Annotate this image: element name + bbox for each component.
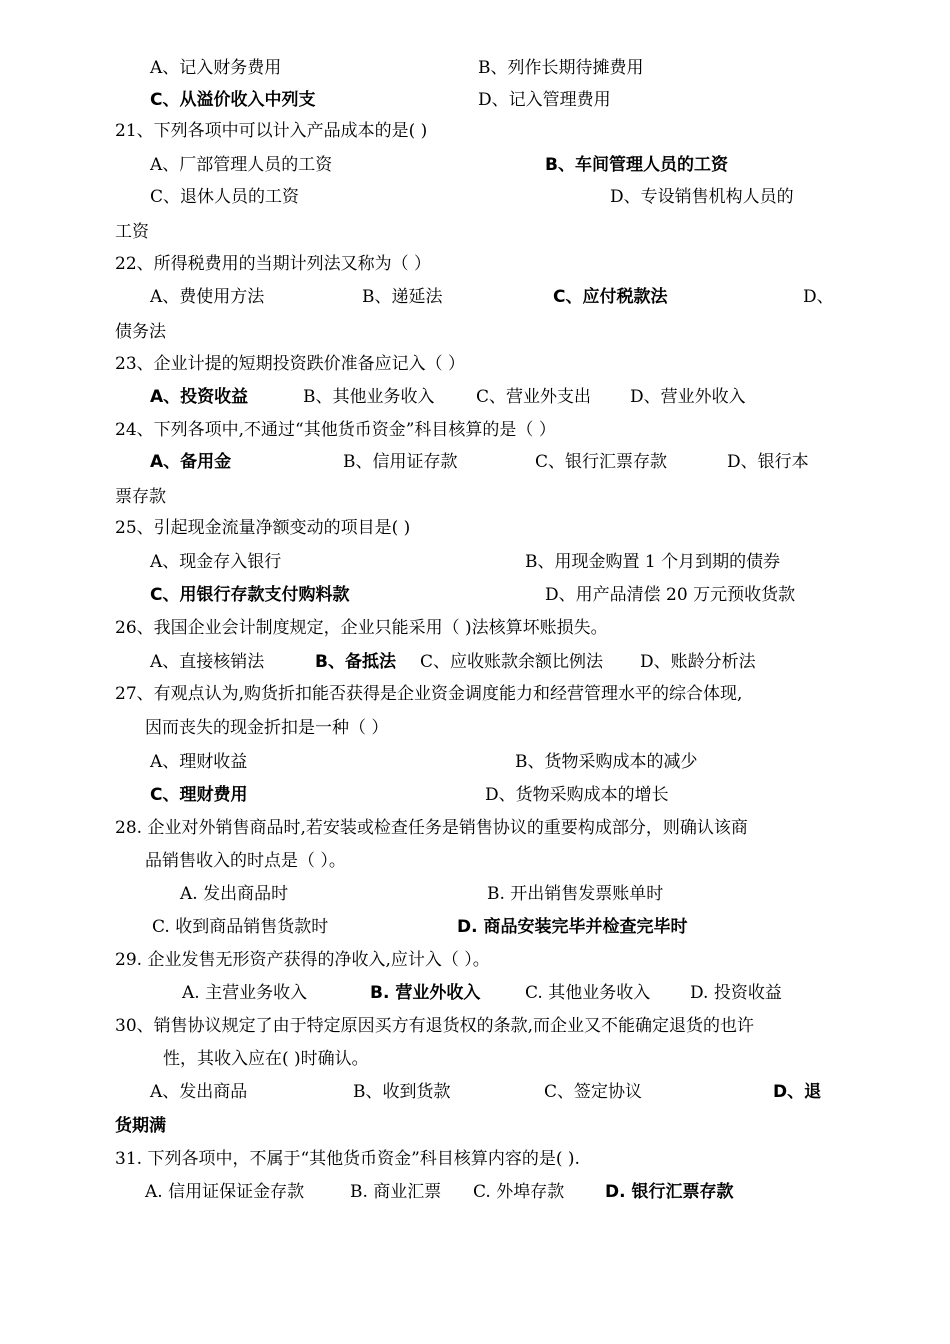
question-text: B、列作长期待摊费用 — [478, 58, 644, 78]
question-text: 21、下列各项中可以计入产品成本的是( ) — [115, 121, 428, 141]
question-text: A、费使用方法 — [150, 287, 265, 307]
question-text: C、营业外支出 — [476, 387, 592, 407]
question-text: A. 发出商品时 — [180, 884, 289, 904]
question-text: B、递延法 — [362, 287, 443, 307]
question-text: C、退休人员的工资 — [150, 187, 300, 207]
question-text: B、收到货款 — [353, 1082, 451, 1102]
question-text: A. 主营业务收入 — [182, 983, 308, 1003]
question-text: C、银行汇票存款 — [535, 452, 668, 472]
question-text: D、银行本 — [727, 452, 809, 472]
question-text: 品销售收入的时点是（ ）。 — [145, 851, 346, 871]
question-text: D、营业外收入 — [630, 387, 746, 407]
question-text: D、货物采购成本的增长 — [485, 785, 669, 805]
question-text: A、发出商品 — [150, 1082, 248, 1102]
question-text: D、账龄分析法 — [640, 652, 756, 672]
question-text: B、货物采购成本的减少 — [515, 752, 698, 772]
answer-text: C、应付税款法 — [553, 287, 668, 307]
answer-text: C、用银行存款支付购料款 — [150, 585, 350, 605]
question-text: 29. 企业发售无形资产获得的净收入,应计入（ ）。 — [115, 950, 490, 970]
question-text: B、其他业务收入 — [303, 387, 435, 407]
question-text: 30、销售协议规定了由于特定原因买方有退货权的条款,而企业又不能确定退货的也许 — [115, 1016, 755, 1036]
question-text: C、应收账款余额比例法 — [420, 652, 604, 672]
answer-text: A、备用金 — [150, 452, 232, 472]
question-text: 因而丧失的现金折扣是一种（ ） — [145, 718, 389, 738]
question-text: 26、我国企业会计制度规定，企业只能采用（ )法核算坏账损失。 — [115, 618, 608, 638]
answer-text: C、从溢价收入中列支 — [150, 90, 316, 110]
question-text: D、 — [803, 287, 834, 307]
question-text: 25、引起现金流量净额变动的项目是( ) — [115, 518, 411, 538]
question-text: D、用产品清偿 20 万元预收货款 — [545, 585, 796, 605]
question-text: B、信用证存款 — [343, 452, 458, 472]
question-text: A、记入财务费用 — [150, 58, 282, 78]
question-text: C. 外埠存款 — [473, 1182, 565, 1202]
answer-text: D. 银行汇票存款 — [605, 1182, 734, 1202]
answer-text: D. 商品安装完毕并检查完毕时 — [457, 917, 688, 937]
answer-text: 货期满 — [115, 1116, 166, 1136]
question-text: 性，其收入应在( )时确认。 — [163, 1049, 369, 1069]
answer-text: D、退 — [773, 1082, 822, 1102]
question-text: D、专设销售机构人员的 — [610, 187, 794, 207]
answer-text: B、车间管理人员的工资 — [545, 155, 728, 175]
answer-text: B、备抵法 — [315, 652, 396, 672]
question-text: A. 信用证保证金存款 — [145, 1182, 305, 1202]
question-text: 票存款 — [115, 487, 166, 507]
question-text: C. 收到商品销售货款时 — [152, 917, 329, 937]
question-text: 22、所得税费用的当期计列法又称为（ ） — [115, 254, 432, 274]
question-text: 债务法 — [115, 322, 166, 342]
question-text: 23、企业计提的短期投资跌价准备应记入（ ） — [115, 354, 466, 374]
question-text: A、现金存入银行 — [150, 552, 282, 572]
answer-text: B. 营业外收入 — [370, 983, 481, 1003]
question-text: 28. 企业对外销售商品时,若安装或检查任务是销售协议的重要构成部分，则确认该商 — [115, 818, 748, 838]
question-text: C. 其他业务收入 — [525, 983, 651, 1003]
question-text: B、用现金购置 1 个月到期的债券 — [525, 552, 781, 572]
question-text: B. 开出销售发票账单时 — [487, 884, 664, 904]
question-text: 工资 — [115, 222, 149, 242]
question-text: 31. 下列各项中，不属于“其他货币资金”科目核算内容的是( ). — [115, 1149, 580, 1169]
question-text: A、理财收益 — [150, 752, 248, 772]
question-text: D、记入管理费用 — [478, 90, 611, 110]
question-text: 27、有观点认为,购货折扣能否获得是企业资金调度能力和经营管理水平的综合体现, — [115, 684, 743, 704]
question-text: 24、下列各项中,不通过“其他货币资金”科目核算的是（ ） — [115, 420, 556, 440]
question-text: A、直接核销法 — [150, 652, 265, 672]
question-text: B. 商业汇票 — [350, 1182, 442, 1202]
question-text: D. 投资收益 — [690, 983, 782, 1003]
answer-text: A、投资收益 — [150, 387, 249, 407]
question-text: C、签定协议 — [544, 1082, 643, 1102]
answer-text: C、理财费用 — [150, 785, 248, 805]
question-text: A、厂部管理人员的工资 — [150, 155, 333, 175]
